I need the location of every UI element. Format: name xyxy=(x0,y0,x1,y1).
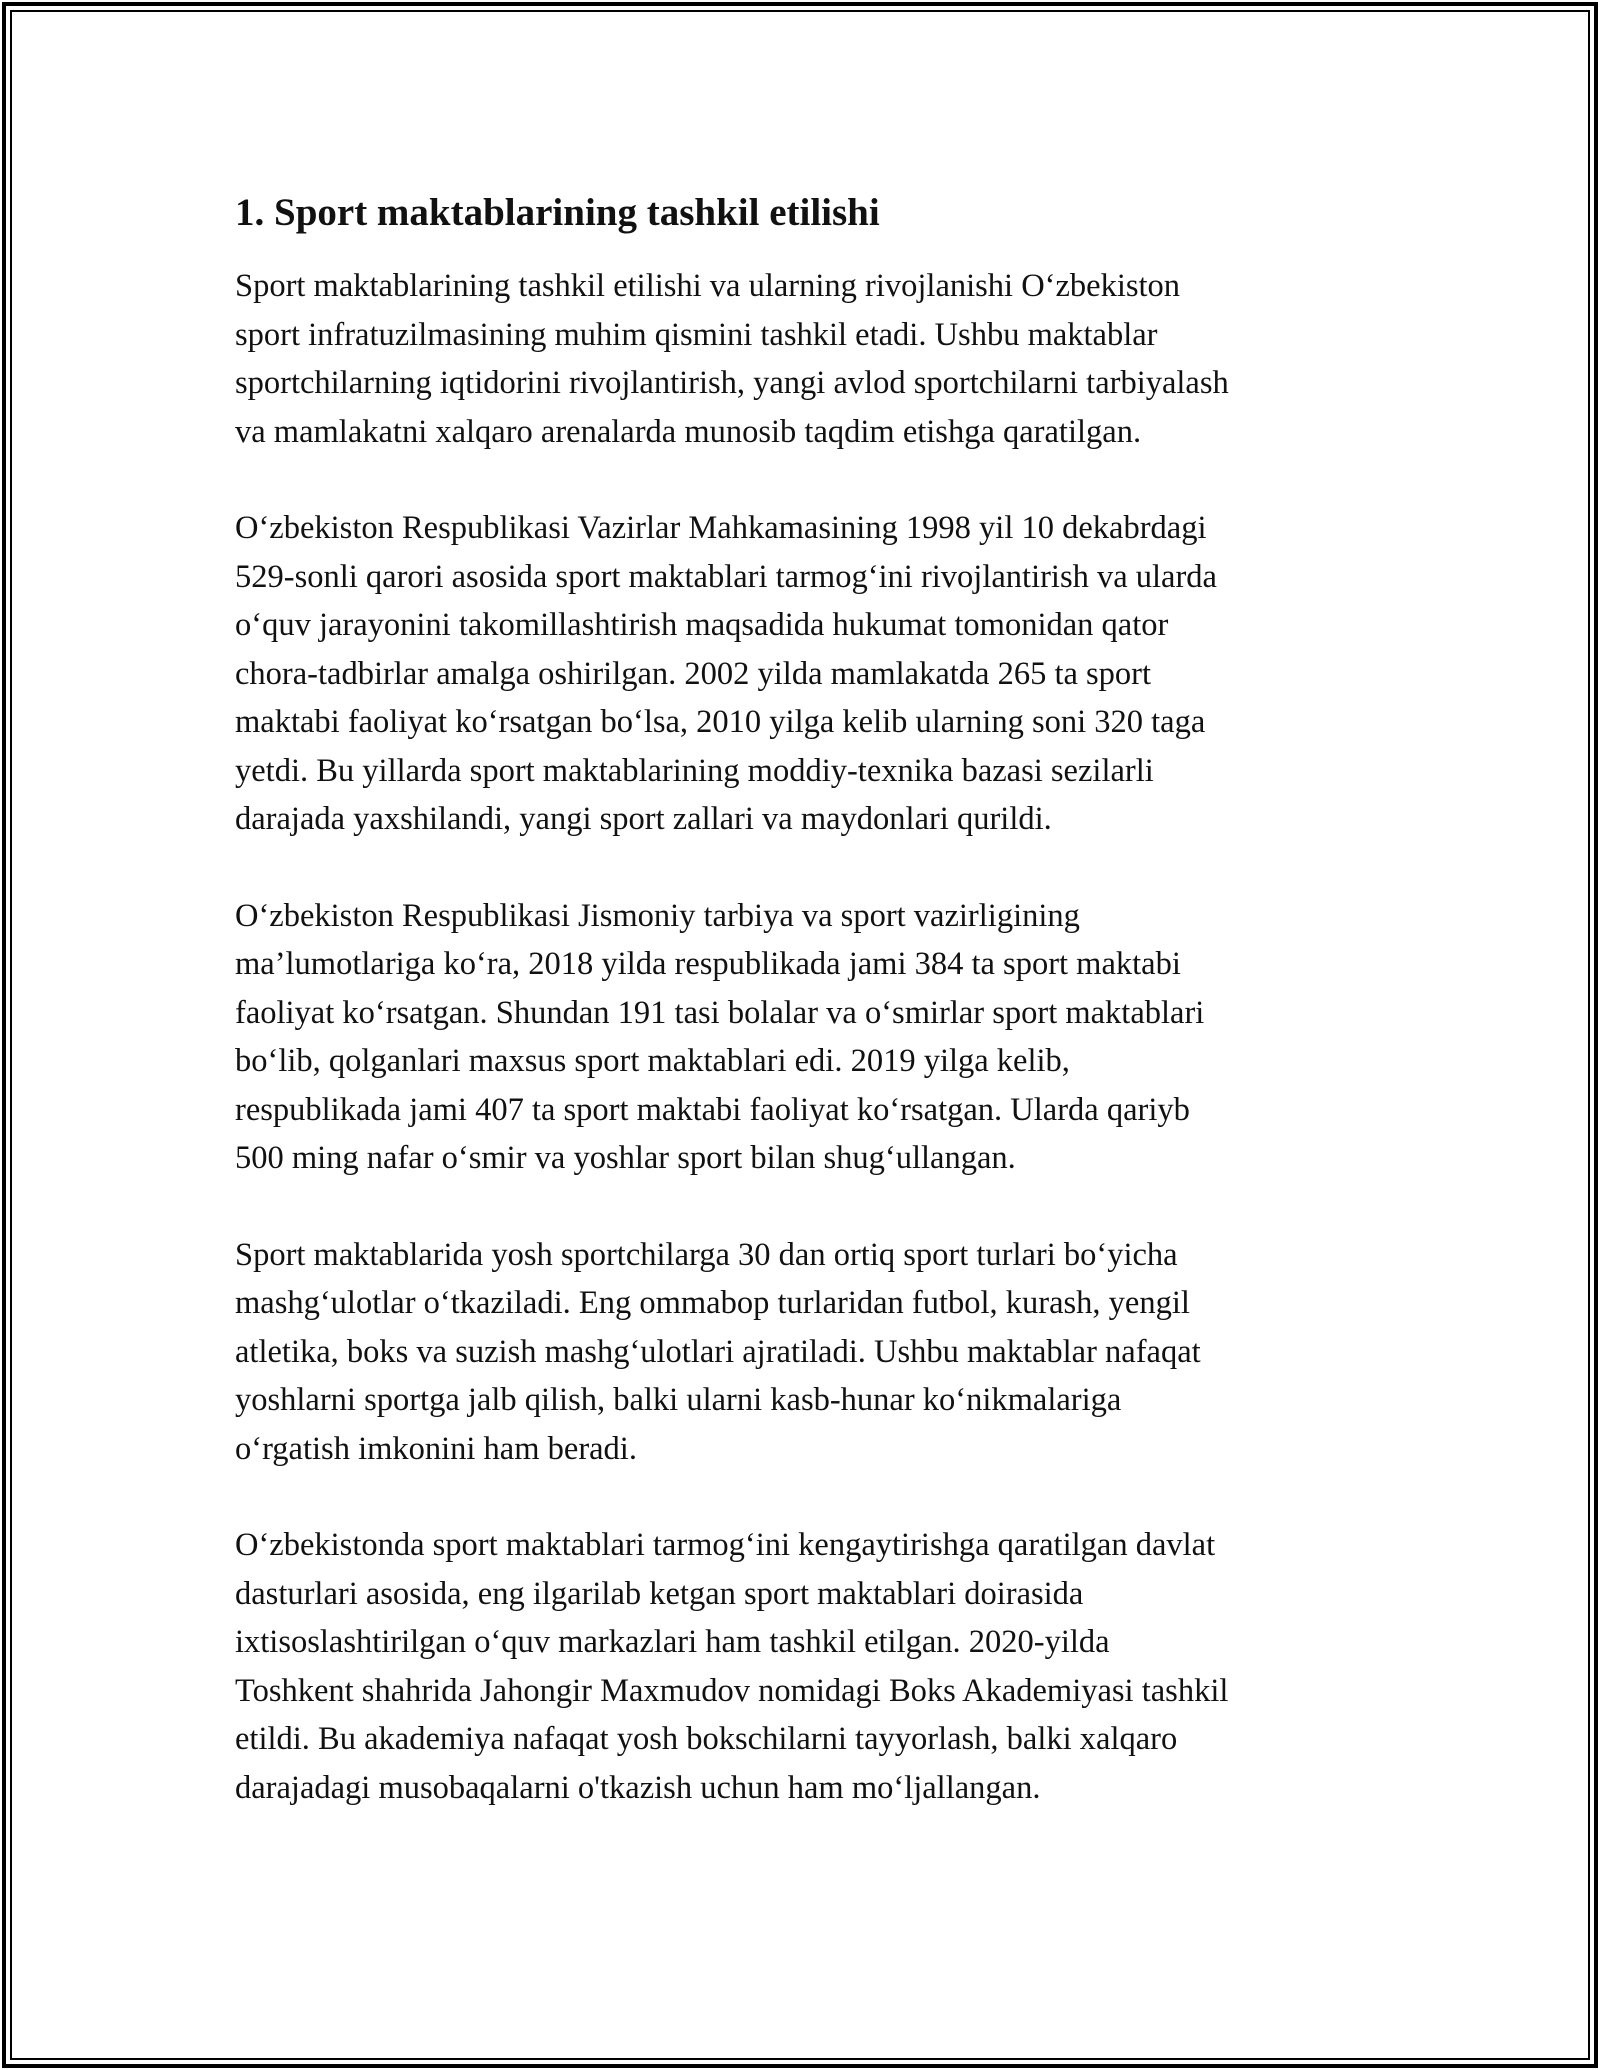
paragraph-2 xyxy=(235,504,1375,844)
text-line: sportchilarning iqtidorini rivojlantirish, yangi avlod sportchilarni tarbiyalash xyxy=(235,365,1229,401)
text-line: darajadagi musobaqalarni o'tkazish uchun ham mo‘ljallangan. xyxy=(235,1769,1041,1806)
paragraph-1 xyxy=(235,262,1375,456)
text-line: respublikada jami 407 ta sport maktabi faoliyat ko‘rsatgan. Ularda qariyb xyxy=(235,1091,1190,1128)
text-line: O‘zbekiston Respublikasi Vazirlar Mahkamasining 1998 yil 10 dekabrdagi xyxy=(235,510,1207,546)
text-line: atletika, boks va suzish mashg‘ulotlari ajratiladi. Ushbu maktablar nafaqat xyxy=(235,1333,1201,1370)
text-line: darajada yaxshilandi, yangi sport zallari va maydonlari qurildi. xyxy=(235,801,1052,837)
text-line: 500 ming nafar o‘smir va yoshlar sport bilan shug‘ullangan. xyxy=(235,1140,1016,1176)
text-line: va mamlakatni xalqaro arenalarda munosib taqdim etishga qaratilgan. xyxy=(235,413,1142,450)
text-line: chora-tadbirlar amalga oshirilgan. 2002 yilda mamlakatda 265 ta sport xyxy=(235,655,1152,692)
text-line: 529-sonli qarori asosida sport maktablari tarmog‘ini rivojlantirish va ularda xyxy=(235,558,1217,595)
text-line: o‘rgatish imkonini ham beradi. xyxy=(235,1430,637,1467)
text-line: Toshkent shahrida Jahongir Maxmudov nomidagi Boks Akademiyasi tashkil xyxy=(235,1672,1229,1709)
text-line: Sport maktablarida yosh sportchilarga 30 dan ortiq sport turlari bo‘yicha xyxy=(235,1236,1178,1273)
text-line: sport infratuzilmasining muhim qismini tashkil etadi. Ushbu maktablar xyxy=(235,316,1158,353)
text-line: faoliyat ko‘rsatgan. Shundan 191 tasi bolalar va o‘smirlar sport maktablari xyxy=(235,994,1205,1031)
text-line: yoshlarni sportga jalb qilish, balki ularni kasb-hunar ko‘nikmalariga xyxy=(235,1382,1122,1418)
text-line: bo‘lib, qolganlari maxsus sport maktablari edi. 2019 yilga kelib, xyxy=(235,1043,1070,1079)
document-content xyxy=(235,186,1375,1860)
text-line: ixtisoslashtirilgan o‘quv markazlari ham tashkil etilgan. 2020-yilda xyxy=(235,1624,1110,1660)
text-line: yetdi. Bu yillarda sport maktablarining moddiy-texnika bazasi sezilarli xyxy=(235,752,1154,789)
text-line: dasturlari asosida, eng ilgarilab ketgan sport maktablari doirasida xyxy=(235,1575,1084,1612)
text-line: o‘quv jarayonini takomillashtirish maqsadida hukumat tomonidan qator xyxy=(235,607,1169,643)
paragraph-4 xyxy=(235,1231,1375,1474)
text-line: maktabi faoliyat ko‘rsatgan bo‘lsa, 2010 yilga kelib ularning soni 320 taga xyxy=(235,704,1206,740)
section-heading: 1. Sport maktablarining tashkil etilishi xyxy=(235,191,880,234)
paragraph-5 xyxy=(235,1521,1375,1812)
text-line: mashg‘ulotlar o‘tkaziladi. Eng ommabop turlaridan futbol, kurash, yengil xyxy=(235,1285,1190,1321)
text-line: O‘zbekiston Respublikasi Jismoniy tarbiya va sport vazirligining xyxy=(235,897,1080,934)
paragraph-3 xyxy=(235,892,1375,1183)
text-line: ma’lumotlariga ko‘ra, 2018 yilda respublikada jami 384 ta sport maktabi xyxy=(235,946,1181,982)
text-line: Sport maktablarining tashkil etilishi va ularning rivojlanishi O‘zbekiston xyxy=(235,268,1181,304)
text-line: etildi. Bu akademiya nafaqat yosh bokschilarni tayyorlash, balki xalqaro xyxy=(235,1721,1178,1757)
text-line: O‘zbekistonda sport maktablari tarmog‘ini kengaytirishga qaratilgan davlat xyxy=(235,1527,1216,1563)
